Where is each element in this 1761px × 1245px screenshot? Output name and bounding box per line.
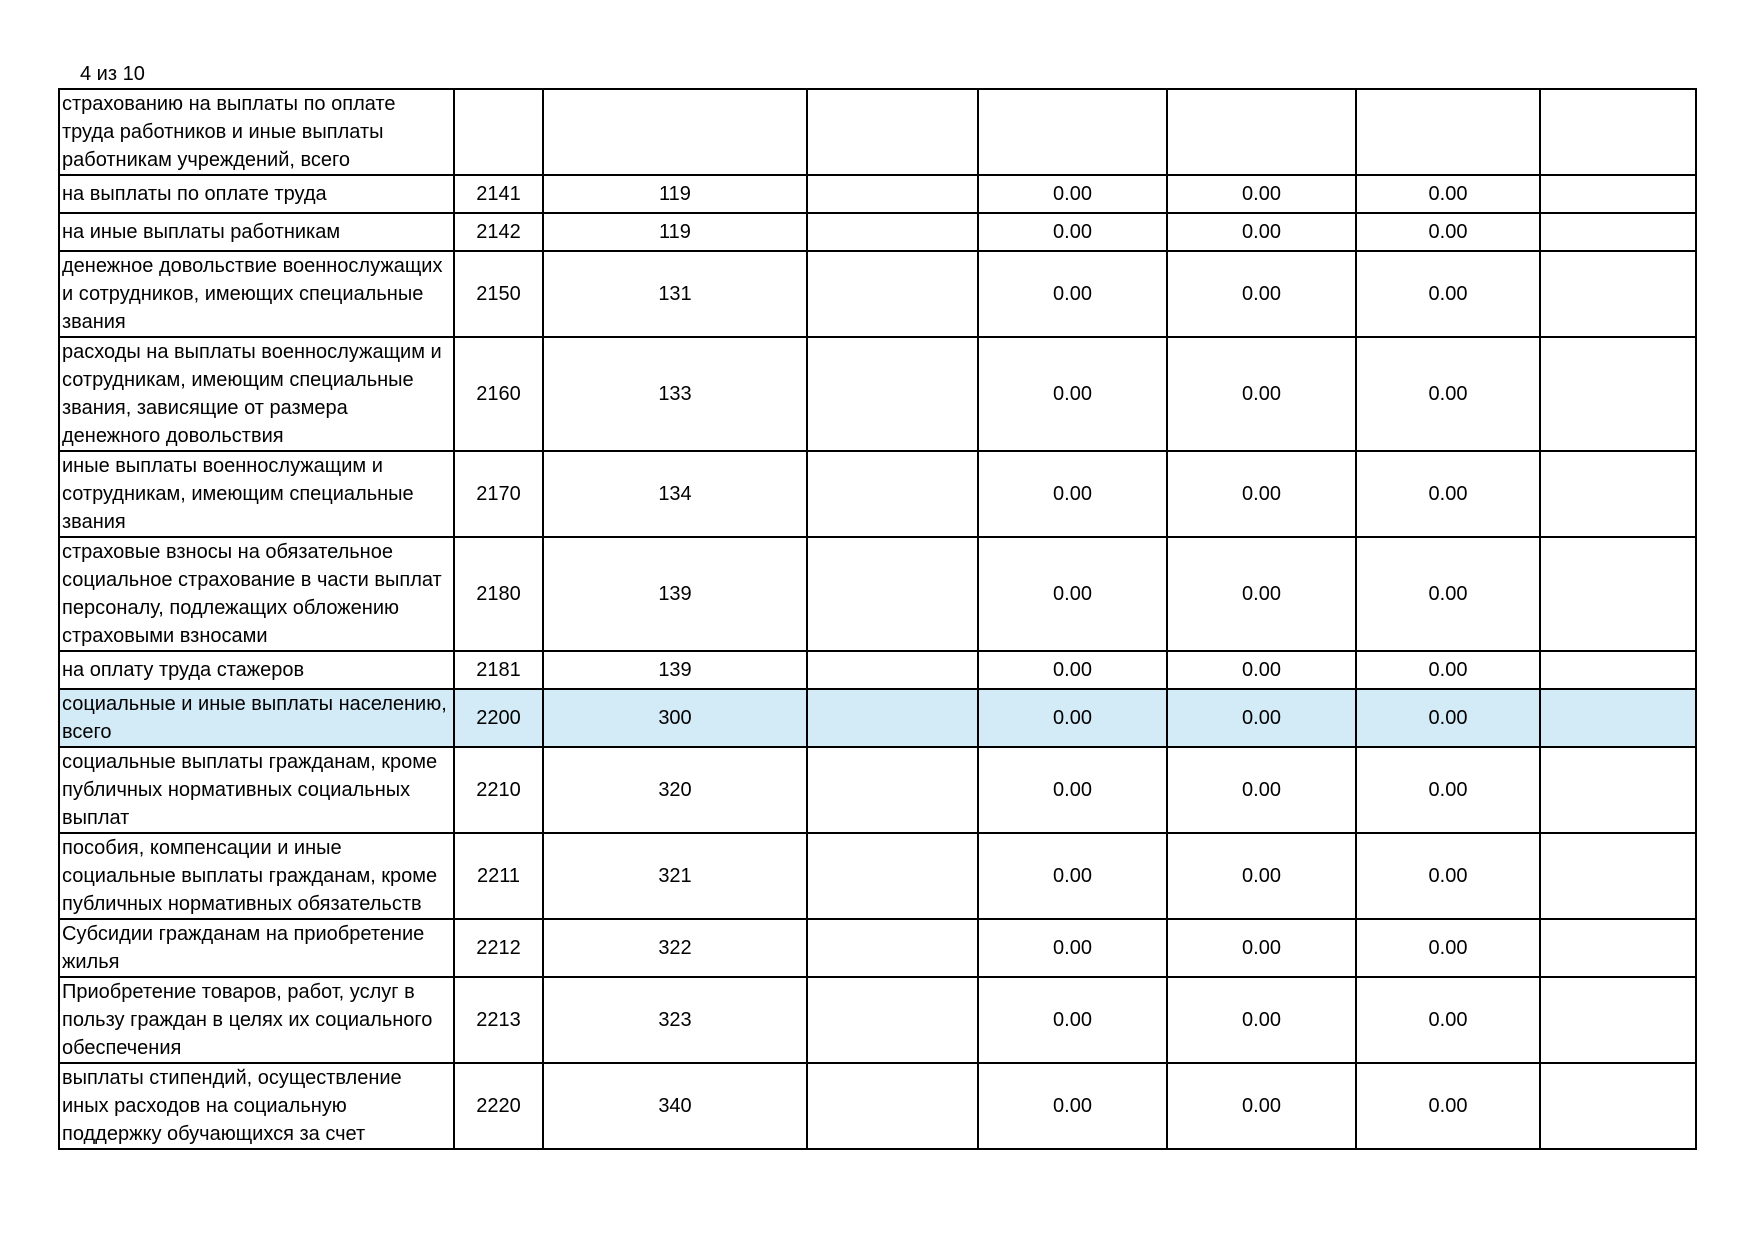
table-row xyxy=(59,337,1696,451)
table-row xyxy=(59,89,1696,175)
row-col4 xyxy=(807,1063,978,1149)
row-code: 2180 xyxy=(454,537,543,651)
row-value-2: 0.00 xyxy=(1167,651,1356,689)
row-code: 2200 xyxy=(454,689,543,747)
row-value-3: 0.00 xyxy=(1356,689,1540,747)
table-row xyxy=(59,833,1696,919)
row-col8 xyxy=(1540,175,1696,213)
row-value-3: 0.00 xyxy=(1356,451,1540,537)
row-value-1: 0.00 xyxy=(978,1063,1167,1149)
row-kbk: 119 xyxy=(543,175,807,213)
row-value-1: 0.00 xyxy=(978,977,1167,1063)
row-code: 2220 xyxy=(454,1063,543,1149)
row-code: 2181 xyxy=(454,651,543,689)
row-col8 xyxy=(1540,1063,1696,1149)
row-kbk: 119 xyxy=(543,213,807,251)
row-value-2: 0.00 xyxy=(1167,977,1356,1063)
report-table xyxy=(58,88,1697,1150)
row-name: на иные выплаты работникам xyxy=(59,213,454,251)
row-col4 xyxy=(807,919,978,977)
row-value-3: 0.00 xyxy=(1356,833,1540,919)
row-kbk: 300 xyxy=(543,689,807,747)
row-value-1: 0.00 xyxy=(978,919,1167,977)
row-name: на выплаты по оплате труда xyxy=(59,175,454,213)
row-kbk: 139 xyxy=(543,651,807,689)
row-col4 xyxy=(807,451,978,537)
row-col8 xyxy=(1540,537,1696,651)
row-value-2: 0.00 xyxy=(1167,337,1356,451)
row-code: 2142 xyxy=(454,213,543,251)
row-col4 xyxy=(807,337,978,451)
row-value-2: 0.00 xyxy=(1167,175,1356,213)
row-name: Субсидии гражданам на приобретение жилья xyxy=(59,919,454,977)
row-value-1: 0.00 xyxy=(978,213,1167,251)
row-col8 xyxy=(1540,451,1696,537)
row-value-3: 0.00 xyxy=(1356,919,1540,977)
row-value-2: 0.00 xyxy=(1167,451,1356,537)
table-row xyxy=(59,747,1696,833)
row-name: пособия, компенсации и иные социальные выплаты гражданам, кроме публичных нормативных обязательств xyxy=(59,833,454,919)
row-value-3: 0.00 xyxy=(1356,537,1540,651)
row-value-2: 0.00 xyxy=(1167,251,1356,337)
row-col8 xyxy=(1540,689,1696,747)
row-value-2: 0.00 xyxy=(1167,1063,1356,1149)
row-value-3: 0.00 xyxy=(1356,1063,1540,1149)
table-row xyxy=(59,175,1696,213)
row-value-3: 0.00 xyxy=(1356,251,1540,337)
row-value-1: 0.00 xyxy=(978,251,1167,337)
row-value-2: 0.00 xyxy=(1167,833,1356,919)
row-col8 xyxy=(1540,747,1696,833)
row-value-3: 0.00 xyxy=(1356,337,1540,451)
table-row xyxy=(59,1063,1696,1149)
row-name: социальные и иные выплаты населению, всего xyxy=(59,689,454,747)
row-col4 xyxy=(807,689,978,747)
table-row xyxy=(59,451,1696,537)
row-value-2: 0.00 xyxy=(1167,747,1356,833)
row-value-2: 0.00 xyxy=(1167,689,1356,747)
row-name: социальные выплаты гражданам, кроме публичных нормативных социальных выплат xyxy=(59,747,454,833)
row-value-3: 0.00 xyxy=(1356,747,1540,833)
row-value-1: 0.00 xyxy=(978,747,1167,833)
row-value-3: 0.00 xyxy=(1356,651,1540,689)
row-code: 2150 xyxy=(454,251,543,337)
row-code: 2210 xyxy=(454,747,543,833)
row-col4 xyxy=(807,747,978,833)
row-col8 xyxy=(1540,977,1696,1063)
row-col8 xyxy=(1540,919,1696,977)
row-col4 xyxy=(807,537,978,651)
row-kbk: 131 xyxy=(543,251,807,337)
row-value-2: 0.00 xyxy=(1167,213,1356,251)
row-name: страховые взносы на обязательное социальное страхование в части выплат персоналу, подлежащих обложению страховыми взносами xyxy=(59,537,454,651)
row-name: денежное довольствие военнослужащих и сотрудников, имеющих специальные звания xyxy=(59,251,454,337)
row-value-3: 0.00 xyxy=(1356,213,1540,251)
row-col4 xyxy=(807,251,978,337)
row-value-2: 0.00 xyxy=(1167,537,1356,651)
table-row xyxy=(59,537,1696,651)
row-kbk: 320 xyxy=(543,747,807,833)
row-kbk: 139 xyxy=(543,537,807,651)
row-value-1: 0.00 xyxy=(978,337,1167,451)
table-row xyxy=(59,213,1696,251)
row-col4 xyxy=(807,651,978,689)
row-code: 2212 xyxy=(454,919,543,977)
row-value-3: 0.00 xyxy=(1356,977,1540,1063)
row-code: 2213 xyxy=(454,977,543,1063)
row-kbk: 323 xyxy=(543,977,807,1063)
row-kbk: 321 xyxy=(543,833,807,919)
row-code: 2170 xyxy=(454,451,543,537)
row-kbk xyxy=(543,89,807,175)
row-col8 xyxy=(1540,651,1696,689)
row-name: на оплату труда стажеров xyxy=(59,651,454,689)
row-value-2: 0.00 xyxy=(1167,919,1356,977)
row-col4 xyxy=(807,89,978,175)
row-code xyxy=(454,89,543,175)
row-value-1: 0.00 xyxy=(978,451,1167,537)
row-value-2 xyxy=(1167,89,1356,175)
table-row xyxy=(59,977,1696,1063)
row-col4 xyxy=(807,977,978,1063)
row-code: 2211 xyxy=(454,833,543,919)
row-value-3: 0.00 xyxy=(1356,175,1540,213)
row-col8 xyxy=(1540,213,1696,251)
row-kbk: 322 xyxy=(543,919,807,977)
row-value-1 xyxy=(978,89,1167,175)
row-col8 xyxy=(1540,251,1696,337)
row-name: выплаты стипендий, осуществление иных расходов на социальную поддержку обучающихся за счет xyxy=(59,1063,454,1149)
table-row xyxy=(59,251,1696,337)
row-value-1: 0.00 xyxy=(978,833,1167,919)
row-name: иные выплаты военнослужащим и сотрудникам, имеющим специальные звания xyxy=(59,451,454,537)
row-value-1: 0.00 xyxy=(978,689,1167,747)
row-col4 xyxy=(807,833,978,919)
table-row xyxy=(59,919,1696,977)
row-name: Приобретение товаров, работ, услуг в пользу граждан в целях их социального обеспечения xyxy=(59,977,454,1063)
row-value-1: 0.00 xyxy=(978,175,1167,213)
table-row xyxy=(59,651,1696,689)
table-row-highlighted xyxy=(59,689,1696,747)
row-col8 xyxy=(1540,337,1696,451)
row-name: страхованию на выплаты по оплате труда работников и иные выплаты работникам учреждений, всего xyxy=(59,89,454,175)
row-value-3 xyxy=(1356,89,1540,175)
row-kbk: 340 xyxy=(543,1063,807,1149)
row-code: 2141 xyxy=(454,175,543,213)
row-col8 xyxy=(1540,833,1696,919)
row-col4 xyxy=(807,213,978,251)
page-indicator: 4 из 10 xyxy=(80,63,145,85)
row-value-1: 0.00 xyxy=(978,651,1167,689)
row-kbk: 134 xyxy=(543,451,807,537)
row-kbk: 133 xyxy=(543,337,807,451)
row-name: расходы на выплаты военнослужащим и сотрудникам, имеющим специальные звания, зависящие от размера денежного довольствия xyxy=(59,337,454,451)
row-col8 xyxy=(1540,89,1696,175)
row-value-1: 0.00 xyxy=(978,537,1167,651)
row-code: 2160 xyxy=(454,337,543,451)
row-col4 xyxy=(807,175,978,213)
